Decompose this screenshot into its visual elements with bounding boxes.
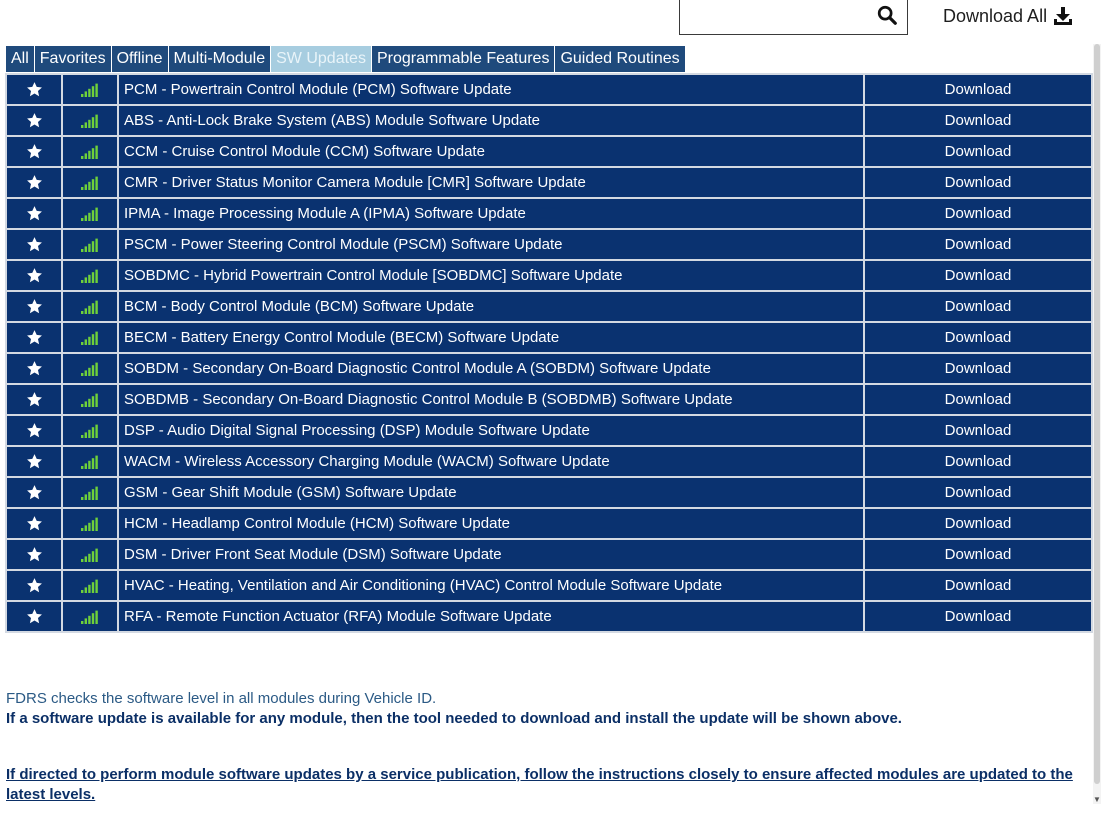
module-name[interactable]: CCM - Cruise Control Module (CCM) Software Update xyxy=(118,136,864,167)
download-button[interactable]: Download xyxy=(864,229,1092,260)
module-name[interactable]: RFA - Remote Function Actuator (RFA) Module Software Update xyxy=(118,601,864,632)
service-publication-link[interactable]: If directed to perform module software updates by a service publication, follow the instructions closely to ensure affected modules are updated to the latest levels. xyxy=(6,766,1073,803)
table-row xyxy=(6,167,1092,198)
download-button[interactable]: Download xyxy=(864,167,1092,198)
download-button[interactable]: Download xyxy=(864,508,1092,539)
download-button[interactable]: Download xyxy=(864,477,1092,508)
download-button[interactable]: Download xyxy=(864,322,1092,353)
tab-multi-module[interactable]: Multi-Module xyxy=(169,46,271,72)
signal-bars-icon xyxy=(81,455,99,469)
download-button[interactable]: Download xyxy=(864,198,1092,229)
signal-cell xyxy=(62,601,118,632)
signal-bars-icon xyxy=(81,610,99,624)
star-icon[interactable] xyxy=(26,81,43,98)
module-name[interactable]: GSM - Gear Shift Module (GSM) Software Update xyxy=(118,477,864,508)
favorite-cell[interactable] xyxy=(6,198,62,229)
table-row xyxy=(6,477,1092,508)
vertical-scrollbar[interactable] xyxy=(1093,44,1101,804)
download-button[interactable]: Download xyxy=(864,601,1092,632)
favorite-cell[interactable] xyxy=(6,508,62,539)
star-icon[interactable] xyxy=(26,515,43,532)
favorite-cell[interactable] xyxy=(6,260,62,291)
star-icon[interactable] xyxy=(26,205,43,222)
favorite-cell[interactable] xyxy=(6,601,62,632)
tab-favorites[interactable]: Favorites xyxy=(35,46,111,72)
signal-cell xyxy=(62,291,118,322)
favorite-cell[interactable] xyxy=(6,74,62,105)
download-all-button[interactable] xyxy=(943,4,1073,28)
signal-cell xyxy=(62,415,118,446)
signal-bars-icon xyxy=(81,362,99,376)
note-vehicle-id: FDRS checks the software level in all modules during Vehicle ID. xyxy=(6,690,437,707)
favorite-cell[interactable] xyxy=(6,539,62,570)
table-row xyxy=(6,570,1092,601)
star-icon[interactable] xyxy=(26,329,43,346)
tab-sw-updates[interactable]: SW Updates xyxy=(271,46,371,72)
favorite-cell[interactable] xyxy=(6,353,62,384)
search-icon[interactable] xyxy=(876,4,898,26)
signal-bars-icon xyxy=(81,114,99,128)
signal-bars-icon xyxy=(81,238,99,252)
search-input[interactable] xyxy=(686,2,870,28)
search-box[interactable] xyxy=(679,0,908,35)
scroll-down-arrow[interactable]: ▼ xyxy=(1093,795,1101,804)
favorite-cell[interactable] xyxy=(6,322,62,353)
module-table xyxy=(5,73,1093,633)
signal-bars-icon xyxy=(81,176,99,190)
tab-guided-routines[interactable]: Guided Routines xyxy=(555,46,684,72)
signal-bars-icon xyxy=(81,145,99,159)
signal-cell xyxy=(62,198,118,229)
signal-bars-icon xyxy=(81,269,99,283)
star-icon[interactable] xyxy=(26,360,43,377)
signal-cell xyxy=(62,229,118,260)
signal-bars-icon xyxy=(81,548,99,562)
download-button[interactable]: Download xyxy=(864,260,1092,291)
download-icon xyxy=(1053,6,1073,26)
table-row xyxy=(6,229,1092,260)
module-name[interactable]: PCM - Powertrain Control Module (PCM) Software Update xyxy=(118,74,864,105)
star-icon[interactable] xyxy=(26,453,43,470)
tab-all[interactable]: All xyxy=(6,46,34,72)
signal-bars-icon xyxy=(81,424,99,438)
table-row xyxy=(6,260,1092,291)
favorite-cell[interactable] xyxy=(6,570,62,601)
star-icon[interactable] xyxy=(26,174,43,191)
module-name[interactable]: DSM - Driver Front Seat Module (DSM) Software Update xyxy=(118,539,864,570)
signal-bars-icon xyxy=(81,517,99,531)
module-name[interactable]: BECM - Battery Energy Control Module (BECM) Software Update xyxy=(118,322,864,353)
favorite-cell[interactable] xyxy=(6,477,62,508)
favorite-cell[interactable] xyxy=(6,229,62,260)
signal-cell xyxy=(62,105,118,136)
star-icon[interactable] xyxy=(26,391,43,408)
table-row xyxy=(6,105,1092,136)
scrollbar-thumb[interactable] xyxy=(1094,44,1100,784)
download-button[interactable]: Download xyxy=(864,570,1092,601)
favorite-cell[interactable] xyxy=(6,415,62,446)
module-name[interactable]: HCM - Headlamp Control Module (HCM) Software Update xyxy=(118,508,864,539)
signal-cell xyxy=(62,136,118,167)
download-button[interactable]: Download xyxy=(864,446,1092,477)
favorite-cell[interactable] xyxy=(6,291,62,322)
module-name[interactable]: ABS - Anti-Lock Brake System (ABS) Module Software Update xyxy=(118,105,864,136)
favorite-cell[interactable] xyxy=(6,167,62,198)
table-row xyxy=(6,508,1092,539)
signal-bars-icon xyxy=(81,300,99,314)
star-icon[interactable] xyxy=(26,422,43,439)
signal-cell xyxy=(62,74,118,105)
download-button[interactable]: Download xyxy=(864,74,1092,105)
module-name[interactable]: SOBDM - Secondary On-Board Diagnostic Control Module A (SOBDM) Software Update xyxy=(118,353,864,384)
signal-cell xyxy=(62,539,118,570)
module-name[interactable]: WACM - Wireless Accessory Charging Module (WACM) Software Update xyxy=(118,446,864,477)
download-button[interactable]: Download xyxy=(864,353,1092,384)
download-button[interactable]: Download xyxy=(864,291,1092,322)
tab-programmable-features[interactable]: Programmable Features xyxy=(372,46,555,72)
table-row xyxy=(6,415,1092,446)
module-name[interactable]: DSP - Audio Digital Signal Processing (DSP) Module Software Update xyxy=(118,415,864,446)
note-update-available: If a software update is available for any module, then the tool needed to download and install the update will be shown above. xyxy=(6,710,902,727)
signal-bars-icon xyxy=(81,393,99,407)
module-name[interactable]: IPMA - Image Processing Module A (IPMA) Software Update xyxy=(118,198,864,229)
table-row xyxy=(6,384,1092,415)
table-row xyxy=(6,136,1092,167)
star-icon[interactable] xyxy=(26,267,43,284)
star-icon[interactable] xyxy=(26,236,43,253)
star-icon[interactable] xyxy=(26,577,43,594)
download-button[interactable]: Download xyxy=(864,105,1092,136)
star-icon[interactable] xyxy=(26,546,43,563)
signal-bars-icon xyxy=(81,579,99,593)
table-row xyxy=(6,353,1092,384)
top-bar xyxy=(0,0,1101,44)
signal-cell xyxy=(62,167,118,198)
module-name[interactable]: SOBDMC - Hybrid Powertrain Control Module [SOBDMC] Software Update xyxy=(118,260,864,291)
signal-bars-icon xyxy=(81,331,99,345)
table-row xyxy=(6,291,1092,322)
star-icon[interactable] xyxy=(26,298,43,315)
star-icon[interactable] xyxy=(26,112,43,129)
star-icon[interactable] xyxy=(26,143,43,160)
favorite-cell[interactable] xyxy=(6,136,62,167)
download-button[interactable]: Download xyxy=(864,384,1092,415)
table-row xyxy=(6,446,1092,477)
module-name[interactable]: HVAC - Heating, Ventilation and Air Conditioning (HVAC) Control Module Software Update xyxy=(118,570,864,601)
download-button[interactable]: Download xyxy=(864,415,1092,446)
signal-bars-icon xyxy=(81,486,99,500)
signal-cell xyxy=(62,508,118,539)
table-row xyxy=(6,539,1092,570)
signal-cell xyxy=(62,446,118,477)
module-name[interactable]: PSCM - Power Steering Control Module (PSCM) Software Update xyxy=(118,229,864,260)
download-all-label: Download All xyxy=(943,5,1048,26)
signal-cell xyxy=(62,353,118,384)
download-button[interactable]: Download xyxy=(864,539,1092,570)
download-button[interactable]: Download xyxy=(864,136,1092,167)
favorite-cell[interactable] xyxy=(6,105,62,136)
table-row xyxy=(6,74,1092,105)
info-notes xyxy=(6,689,1086,805)
table-row xyxy=(6,601,1092,632)
signal-cell xyxy=(62,477,118,508)
signal-bars-icon xyxy=(81,207,99,221)
signal-cell xyxy=(62,322,118,353)
table-row xyxy=(6,198,1092,229)
signal-bars-icon xyxy=(81,83,99,97)
star-icon[interactable] xyxy=(26,484,43,501)
tab-bar xyxy=(6,46,686,72)
module-name[interactable]: BCM - Body Control Module (BCM) Software Update xyxy=(118,291,864,322)
module-name[interactable]: SOBDMB - Secondary On-Board Diagnostic Control Module B (SOBDMB) Software Update xyxy=(118,384,864,415)
favorite-cell[interactable] xyxy=(6,446,62,477)
signal-cell xyxy=(62,384,118,415)
table-row xyxy=(6,322,1092,353)
signal-cell xyxy=(62,260,118,291)
module-name[interactable]: CMR - Driver Status Monitor Camera Module [CMR] Software Update xyxy=(118,167,864,198)
signal-cell xyxy=(62,570,118,601)
tab-offline[interactable]: Offline xyxy=(112,46,168,72)
star-icon[interactable] xyxy=(26,608,43,625)
favorite-cell[interactable] xyxy=(6,384,62,415)
